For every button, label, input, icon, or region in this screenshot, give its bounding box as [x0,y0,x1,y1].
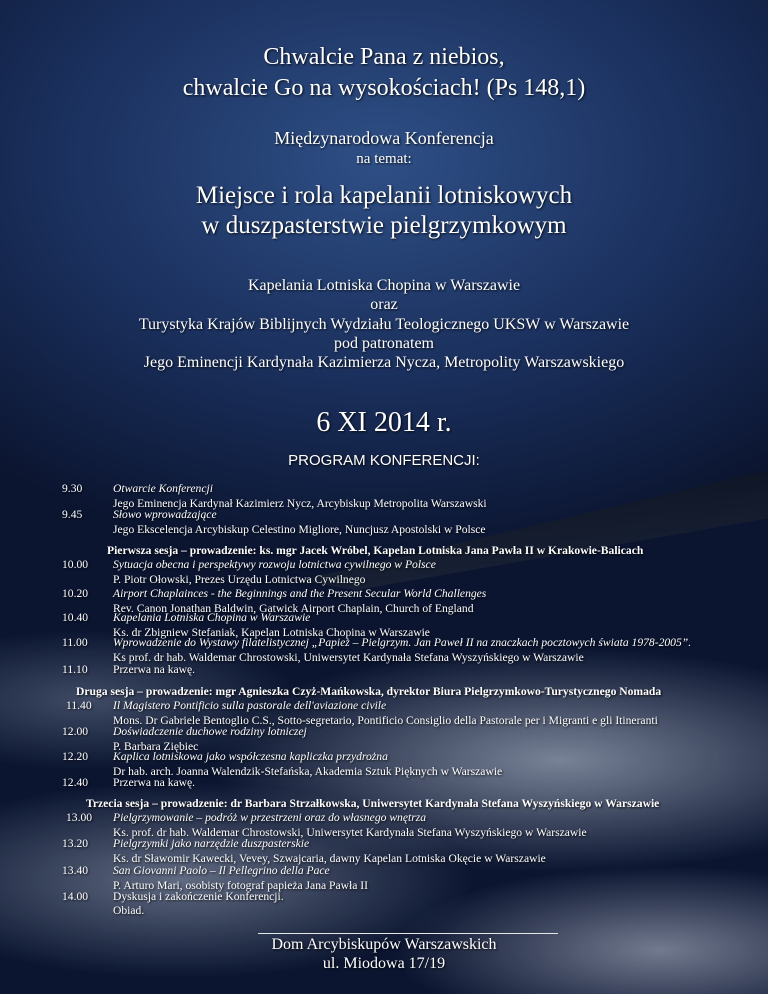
conference-label: Międzynarodowa Konferencja [274,128,494,148]
item-speaker: P. Arturo Mari, osobisty fotograf papieża Jana Pawła II [113,878,368,892]
item-speaker: Jego Eminencja Kardynał Kazimierz Nycz, Arcybiskup Metropolita Warszawski [113,496,487,510]
item-title: Il Magistero Pontificio sulla pastorale dell'aviazione civile [113,699,387,712]
conference-title-line-1: Miejsce i rola kapelanii lotniskowych [195,182,573,209]
venue-name: Dom Arcybiskupów Warszawskich [271,936,497,953]
item-time: 11.40 [66,699,92,712]
item-speaker: Przerwa na kawę. [113,663,196,676]
item-speaker: Mons. Dr Gabriele Bentoglio C.S., Sotto-segretario, Pontificio Consiglio della Pastorale per i Migranti e gli Itineranti [113,713,658,727]
venue-address: ul. Miodowa 17/19 [322,955,446,972]
item-time: 9.30 [62,482,83,495]
item-speaker: Jego Ekscelencja Arcybiskup Celestino Migliore, Nuncjusz Apostolski w Polsce [113,522,486,536]
item-time: 12.20 [62,750,89,763]
item-time: 11.00 [62,636,88,649]
item-time: 12.00 [62,725,89,738]
organizer-line-2: oraz [370,296,398,313]
item-speaker: Dyskusja i zakończenie Konferencji. [113,890,284,903]
organizer-line-1: Kapelania Lotniska Chopina w Warszawie [247,277,521,294]
item-speaker: P. Barbara Ziębiec [113,739,199,753]
item-speaker: Ks. dr Zbigniew Stefaniak, Kapelan Lotniska Chopina w Warszawie [113,625,430,639]
item-title: Kapelania Lotniska Chopina w Warszawie [113,611,311,624]
item-title: Pielgrzymowanie – podróż w przestrzeni oraz do własnego wnętrza [113,811,427,824]
item-speaker: Ks prof. dr hab. Waldemar Chrostowski, Uniwersytet Kardynała Stefana Wyszyńskiego w Warszawie [113,650,584,664]
item-title: Pielgrzymki jako narzędzie duszpasterskie [113,837,310,850]
item-time: 12.40 [62,776,89,789]
conference-date: 6 XI 2014 r. [316,407,452,438]
item-time: 9.45 [62,508,83,521]
item-time: 14.00 [62,890,89,903]
item-time: 11.10 [62,663,88,676]
item-title: Otwarcie Konferencji [113,482,213,495]
item-speaker: P. Piotr Ołowski, Prezes Urzędu Lotnictwa Cywilnego [113,572,366,586]
item-speaker: Przerwa na kawę. [113,776,196,789]
header-line-2: chwalcie Go na wysokościach! (Ps 148,1) [182,75,586,101]
item-speaker: Ks. prof. dr hab. Waldemar Chrostowski, Uniwersytet Kardynała Stefana Wyszyńskiego w Warszawie [113,825,587,839]
item-title: Słowo wprowadzające [113,508,217,521]
item-speaker: Dr hab. arch. Joanna Walendzik-Stefańska, Akademia Sztuk Pięknych w Warszawie [113,764,503,778]
item-title: Sytuacja obecna i perspektywy rozwoju lotnictwa cywilnego w Polsce [113,558,436,571]
item-title: Wprowadzenie do Wystawy filatelistycznej „Papież – Pielgrzym. Jan Paweł II na znaczkach pocztowych świata 1978-2005”. [113,636,692,649]
session-1-heading: Pierwsza sesja – prowadzenie: ks. mgr Jacek Wróbel, Kapelan Lotniska Jana Pawła II w Krakowie-Balicach [107,544,644,557]
item-speaker: Rev. Canon Jonathan Baldwin, Gatwick Airport Chaplain, Church of England [113,601,474,615]
header-line-1: Chwalcie Pana z niebios, [263,44,505,70]
item-title: Doświadczenie duchowe rodziny lotniczej [113,725,307,738]
session-3-heading: Trzecia sesja – prowadzenie: dr Barbara Strzałkowska, Uniwersytet Kardynała Stefana Wyszyńskiego w Warszawie [86,797,660,810]
item-title: Airport Chaplainces - the Beginnings and the Present Secular World Challenges [113,587,487,600]
item-speaker: Obiad. [113,904,145,917]
item-speaker: Ks. dr Sławomir Kawecki, Vevey, Szwajcaria, dawny Kapelan Lotniska Okęcie w Warszawie [113,851,546,865]
item-time: 13.40 [62,864,89,877]
session-2-heading: Druga sesja – prowadzenie: mgr Agnieszka Czyż-Mańkowska, dyrektor Biura Pielgrzymkowo-Turystycznego Nomada [76,685,662,698]
organizer-line-5: Jego Eminencji Kardynała Kazimierza Nycza, Metropolity Warszawskiego [143,354,625,371]
organizer-line-3: Turystyka Krajów Biblijnych Wydziału Teologicznego UKSW w Warszawie [138,316,630,333]
divider-line [258,933,558,934]
item-title: San Giovanni Paolo – Il Pellegrino della Pace [113,864,330,877]
item-title: Kaplica lotniskowa jako współczesna kapliczka przydrożna [113,750,388,763]
program-heading: PROGRAM KONFERENCJI: [288,452,480,469]
item-time: 13.20 [62,837,89,850]
organizer-line-4: pod patronatem [334,335,434,352]
conference-subject-label: na temat: [356,151,412,167]
conference-title-line-2: w duszpasterstwie pielgrzymkowym [201,212,567,239]
item-time: 10.40 [62,611,89,624]
item-time: 13.00 [66,811,93,824]
item-time: 10.20 [62,587,89,600]
item-time: 10.00 [62,558,89,571]
